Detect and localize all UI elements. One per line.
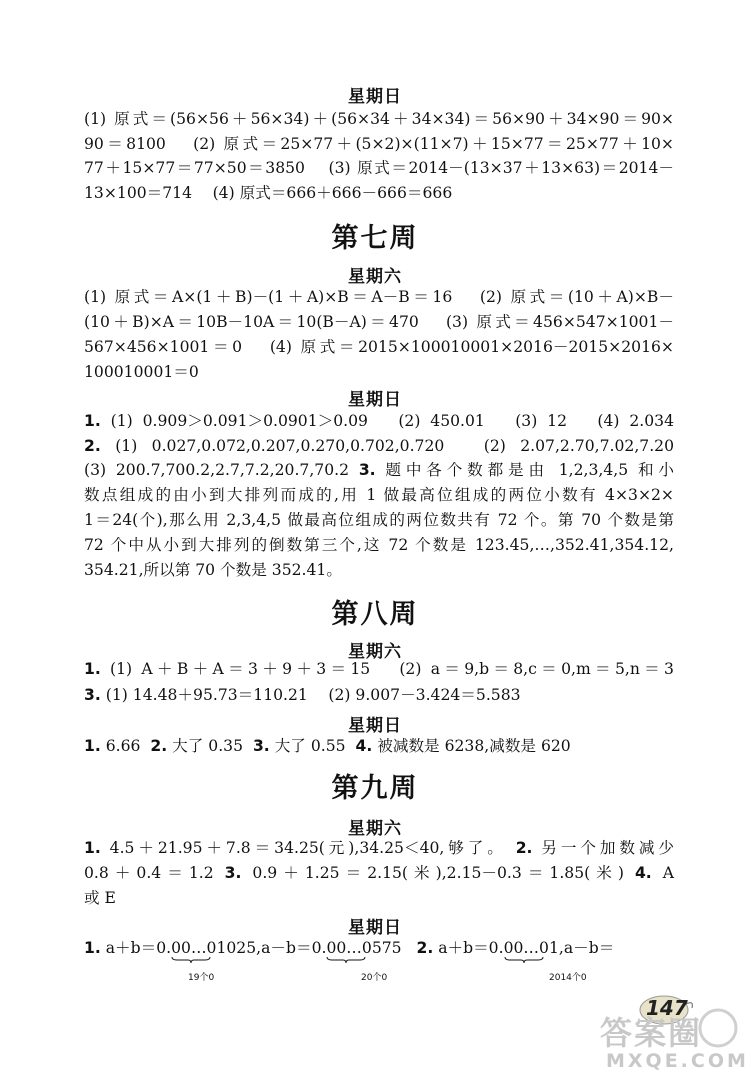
week-title: 第七周 xyxy=(331,223,419,254)
answer-line xyxy=(84,439,674,455)
zeros-text: 00…0 xyxy=(503,939,549,957)
page-number: 147 xyxy=(646,996,688,1020)
answer-line xyxy=(84,688,674,704)
answer-text: a＋b＝0. xyxy=(105,939,172,957)
answer-line xyxy=(84,463,674,479)
question-number: 2. xyxy=(416,939,434,957)
section-title-saturday: 星期六 xyxy=(348,642,402,662)
answer-text: 被减数是 6238,减数是 620 xyxy=(377,737,571,755)
repeating-zeros xyxy=(326,941,371,957)
question-number: 3. xyxy=(358,461,376,479)
answer-line: 90＝8100 (2) 原式＝25×77＋(5×2)×(11×7)＋15×77＝25×77＋10× xyxy=(84,135,674,153)
zeros-text: 00…0 xyxy=(171,939,217,957)
answer-text: 0.8＋0.4＝1.2 xyxy=(84,864,214,882)
repeating-zeros xyxy=(504,941,549,957)
question-number: 2. xyxy=(515,839,533,857)
answer-line xyxy=(84,841,674,857)
answer-text: (1) A＋B＋A＝3＋9＋3＝15 (2) a＝9,b＝8,c＝0,m＝5,n＝3 xyxy=(110,660,674,678)
question-number: 3. xyxy=(224,864,242,882)
week-title: 第八周 xyxy=(331,599,419,630)
answer-text: (1) 0.909＞0.091＞0.0901＞0.09 (2) 450.01 (3) 12 (4) 2.034 xyxy=(110,412,674,430)
question-number: 3. xyxy=(84,686,101,704)
zeros-text: 00…0 xyxy=(326,939,372,957)
answer-text: 6.66 xyxy=(105,737,141,755)
answer-line xyxy=(84,739,674,755)
answer-text: 大了 0.55 xyxy=(274,737,346,755)
repeating-zeros xyxy=(171,941,216,957)
answer-text: 4.5＋21.95＋7.8＝34.25(元),34.25＜40,够了。 xyxy=(109,839,507,857)
answer-text: (1) 0.027,0.072,0.207,0.270,0.702,0.720 (2) 2.07,2.70,7.02,7.20 xyxy=(115,437,674,455)
answer-text: 题中各个数都是由 1,2,3,4,5 和小 xyxy=(385,461,674,479)
question-number: 4. xyxy=(355,737,373,755)
question-number: 1. xyxy=(84,737,101,755)
section-title-saturday: 星期六 xyxy=(348,267,402,287)
answer-line: 100010001＝0 xyxy=(84,363,199,381)
section-title-sunday: 星期日 xyxy=(348,87,402,107)
question-number: 1. xyxy=(84,412,101,430)
answer-text: a＋b＝0. xyxy=(438,939,504,957)
question-number: 1. xyxy=(84,660,101,678)
watermark xyxy=(596,1000,749,1076)
answer-text: 1025,a－b＝0. xyxy=(216,939,327,957)
section-title-sunday: 星期日 xyxy=(348,716,402,736)
zero-count-label: 2014个0 xyxy=(549,973,587,983)
answer-text: 大了 0.35 xyxy=(172,737,244,755)
answer-line: (1) 原式＝(56×56＋56×34)＋(56×34＋34×34)＝56×90＋34×90＝90× xyxy=(84,110,674,128)
watermark-url: MXQE.COM xyxy=(606,1050,749,1072)
answer-line: (1) 原式＝A×(1＋B)－(1＋A)×B＝A－B＝16 (2) 原式＝(10＋A)×B－ xyxy=(84,288,674,306)
answer-line xyxy=(84,866,674,882)
question-number: 3. xyxy=(252,737,270,755)
answer-text: 0.9＋1.25＝2.15(米),2.15－0.3＝1.85(米) xyxy=(252,864,624,882)
answer-text: A xyxy=(662,864,674,882)
answer-line: 或 E xyxy=(84,889,116,907)
answer-line xyxy=(84,414,674,430)
answer-line: 354.21,所以第 70 个数是 352.41。 xyxy=(84,561,342,579)
answer-text: (3) 200.7,700.2,2.7,7.2,20.7,70.2 xyxy=(84,461,349,479)
answer-line: (10＋B)×A＝10B－10A＝10(B－A)＝470 (3) 原式＝456×547×1001－ xyxy=(84,313,674,331)
underbrace-icon xyxy=(171,957,211,964)
answer-line xyxy=(84,662,674,678)
watermark-title: 答案圈 xyxy=(600,1014,703,1052)
question-number: 2. xyxy=(150,737,168,755)
week-title: 第九周 xyxy=(331,773,419,804)
answer-text: (1) 14.48＋95.73＝110.21 (2) 9.007－3.424＝5.583 xyxy=(105,686,521,704)
section-title-sunday: 星期日 xyxy=(348,918,402,938)
question-number: 2. xyxy=(84,437,101,455)
answer-line: 77＋15×77＝77×50＝3850 (3) 原式＝2014－(13×37＋13×63)＝2014－ xyxy=(84,159,674,177)
underbrace-icon xyxy=(504,957,544,964)
answer-line: 13×100＝714 (4) 原式＝666＋666－666＝666 xyxy=(84,184,453,202)
answer-text: 1,a－b＝ xyxy=(548,939,615,957)
underbrace-icon xyxy=(326,957,366,964)
answer-line: 72 个中从小到大排列的倒数第三个,这 72 个数是 123.45,…,352.41,354.12, xyxy=(84,536,674,554)
question-number: 1. xyxy=(84,839,101,857)
answer-text: 575 xyxy=(371,939,402,957)
zero-count-label: 20个0 xyxy=(361,973,388,983)
question-number: 4. xyxy=(634,864,652,882)
section-title-sunday: 星期日 xyxy=(348,390,402,410)
answer-line xyxy=(84,941,684,957)
zero-count-label: 19个0 xyxy=(188,973,215,983)
question-number: 1. xyxy=(84,939,101,957)
answer-line: 1＝24(个),那么用 2,3,4,5 做最高位组成的两位数共有 72 个。第 70 个数是第 xyxy=(84,511,674,529)
section-title-saturday: 星期六 xyxy=(348,819,402,839)
answer-text: 另一个加数减少 xyxy=(541,839,674,857)
answer-line: 数点组成的由小到大排列而成的,用 1 做最高位组成的两位小数有 4×3×2× xyxy=(84,486,674,504)
answer-line: 567×456×1001＝0 (4) 原式＝2015×100010001×2016－2015×2016× xyxy=(84,338,674,356)
